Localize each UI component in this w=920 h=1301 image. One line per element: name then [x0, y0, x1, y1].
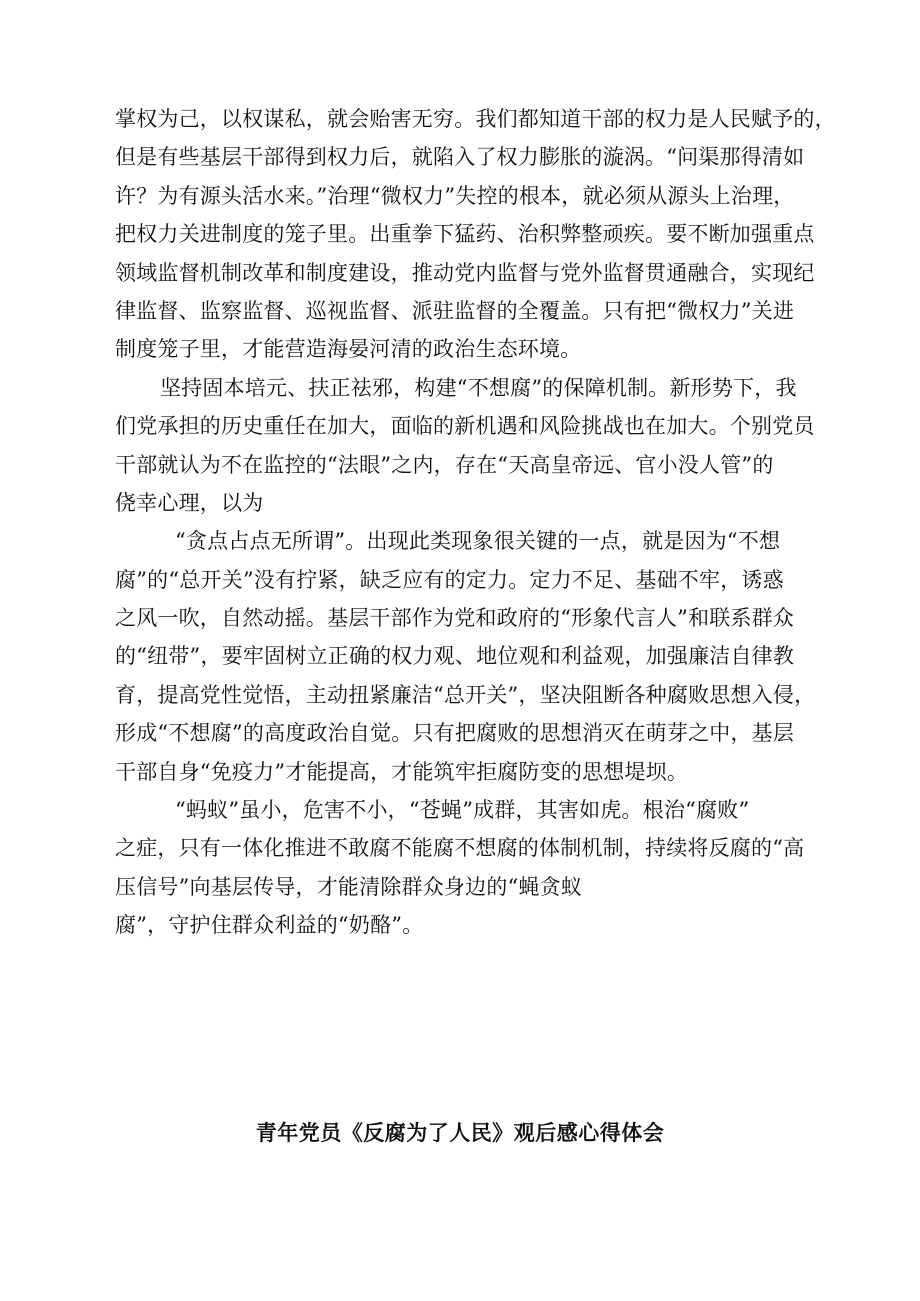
text-line: 侥幸心理，以为 — [115, 490, 264, 515]
paragraph-start-line: “蚂蚁”虽小，危害不小，“苍蝇”成群，其害如虎。根治“腐败” — [175, 798, 750, 823]
text-line: 育，提高党性觉悟，主动扭紧廉洁“总开关”，坚决阻断各种腐败思想入侵， — [115, 682, 816, 707]
text-line: 形成“不想腐”的高度政治自觉。只有把腐败的思想消灭在萌芽之中，基层 — [115, 721, 795, 746]
text-line: 但是有些基层干部得到权力后，就陷入了权力膨胀的漩涡。“问渠那得清如 — [115, 145, 805, 170]
text-line: 许？为有源头活水来。”治理“微权力”失控的根本，就必须从源头上治理， — [115, 183, 795, 208]
text-line: 之风一吹，自然动摇。基层干部作为党和政府的“形象代言人”和联系群众 — [115, 606, 795, 631]
text-line: 把权力关进制度的笼子里。出重拳下猛药、治积弊整顽疾。要不断加强重点 — [115, 222, 815, 247]
paragraph-start-line: 坚持固本培元、扶正祛邪，构建“不想腐”的保障机制。新形势下，我 — [160, 375, 797, 400]
text-line: 压信号”向基层传导，才能清除群众身边的“蝇贪蚁 — [115, 874, 583, 899]
text-line: 之症，只有一体化推进不敢腐不能腐不想腐的体制机制，持续将反腐的“高 — [115, 836, 805, 861]
text-line: 的“纽带”，要牢固树立正确的权力观、地位观和利益观，加强廉洁自律教 — [115, 644, 795, 669]
text-line: 领域监督机制改革和制度建设，推动党内监督与党外监督贯通融合，实现纪 — [115, 260, 815, 285]
text-line: 制度笼子里，才能营造海晏河清的政治生态环境。 — [115, 337, 582, 362]
text-line: 律监督、监察监督、巡视监督、派驻监督的全覆盖。只有把“微权力”关进 — [115, 298, 795, 323]
paragraph-start-line: “贪点占点无所谓”。出现此类现象很关键的一点，就是因为“不想 — [175, 529, 781, 554]
text-line: 腐”，守护住群众利益的“奶酪”。 — [115, 913, 424, 938]
text-line: 掌权为己，以权谋私，就会贻害无穷。我们都知道干部的权力是人民赋予的， — [115, 107, 836, 131]
text-line: 干部就认为不在监控的“法眼”之内，存在“天高皇帝远、官小没人管”的 — [115, 452, 774, 477]
text-line: 干部自身“免疫力”才能提高，才能筑牢拒腐防变的思想堤坝。 — [115, 759, 689, 784]
text-line: 们党承担的历史重任在加大，面临的新机遇和风险挑战也在加大。个别党员 — [115, 414, 815, 439]
text-line: 腐”的“总开关”没有拧紧，缺乏应有的定力。定力不足、基础不牢，诱惑 — [115, 567, 784, 592]
document-body — [115, 100, 836, 945]
next-article-title: 青年党员《反腐为了人民》观后感心得体会 — [255, 1121, 665, 1145]
